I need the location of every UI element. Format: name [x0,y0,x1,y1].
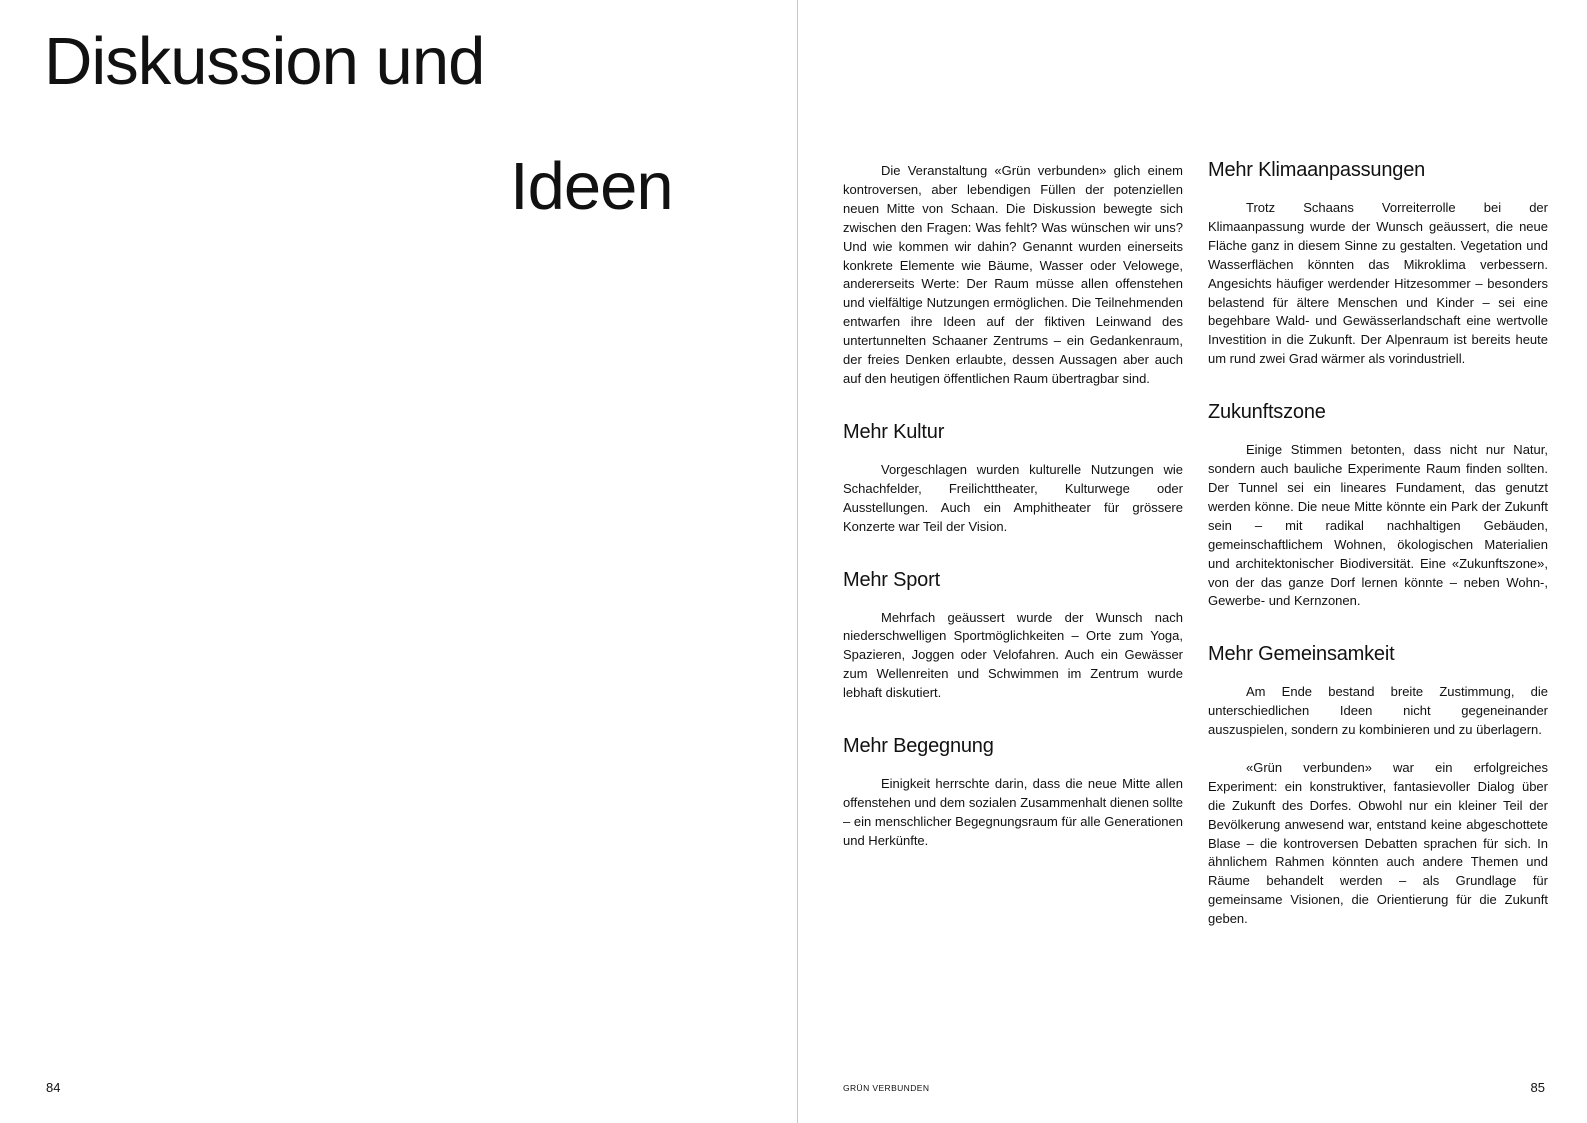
intro-paragraph: Die Veranstaltung «Grün verbunden» glich einem kontroversen, aber lebendigen Füllen der potenziellen neuen Mitte von Schaan. Die Diskussion bewegte sich zwischen den Fragen: Was fehlt? Was wünschen wir uns? Und wie kommen wir dahin? Genannt wurden einerseits konkrete Elemente wie Bäume, Wasser oder Velowege, andererseits Werte: Der Raum müsse allen offenstehen und vielfältige Nutzungen ermöglichen. Die Teilnehmenden entwarfen ihre Ideen auf der fiktiven Leinwand des untertunnelten Schaaner Zentrums – ein Gedankenraum, der freies Denken erlaubte, dessen Aussagen aber auch auf den heutigen öffentlichen Raum übertragbar sind. [843,163,1183,386]
section-paragraph-begegnung: Einigkeit herrschte darin, dass die neue Mitte allen offenstehen und dem sozialen Zusammenhalt dienen sollte – ein menschlicher Begegnungsraum für alle Generationen und Herkünfte. [843,776,1183,848]
section-heading-begegnung: Mehr Begegnung [843,735,994,758]
section-heading-zukunftszone: Zukunftszone [1208,401,1326,424]
section-heading-gemeinsamkeit: Mehr Gemeinsamkeit [1208,643,1395,666]
page-number-right: 85 [1530,1080,1545,1095]
page-number-left: 84 [46,1080,61,1095]
page-title-line-2: Ideen [510,149,673,224]
section-paragraph-zukunftszone: Einige Stimmen betonten, dass nicht nur Natur, sondern auch bauliche Experimente Raum finden sollten. Der Tunnel sei ein lineares Fundament, das genutzt werden könne. Die neue Mitte könnte ein Park der Zukunft sein – mit radikal nachhaltigen Gebäuden, gemeinschaftlichem Wohnen, ökologischen Materialien und architektonischer Biodiversität. Eine «Zukunftszone», von der das ganze Dorf lernen könnte – neben Wohn-, Gewerbe- und Kernzonen. [1208,442,1548,609]
running-head: GRÜN VERBUNDEN [843,1083,930,1093]
section-heading-klimaanpassungen: Mehr Klimaanpassungen [1208,159,1426,181]
section-paragraph-gemeinsamkeit-1: Am Ende bestand breite Zustimmung, die unterschiedlichen Ideen nicht gegeneinander auszuspielen, sondern zu kombinieren und zu überlagern. [1208,684,1548,738]
book-gutter-divider [797,0,798,1123]
section-paragraph-kultur: Vorgeschlagen wurden kulturelle Nutzungen wie Schachfelder, Freilichttheater, Kulturwege oder Ausstellungen. Auch ein Amphitheater für grössere Konzerte war Teil der Vision. [843,461,1183,534]
page-title-line-1: Diskussion und [44,24,485,99]
section-paragraph-sport: Mehrfach geäussert wurde der Wunsch nach niederschwelligen Sportmöglichkeiten – Orte zum Yoga, Spazieren, Joggen oder Velofahren. Auch ein Gewässer zum Wellenreiten und Schwimmen im Zentrum wurde lebhaft diskutiert. [843,609,1183,701]
section-heading-sport: Mehr Sport [843,568,940,591]
section-heading-kultur: Mehr Kultur [843,420,945,443]
section-paragraph-klimaanpassungen: Trotz Schaans Vorreiterrolle bei der Klimaanpassung wurde der Wunsch geäussert, die neue Fläche ganz in diesem Sinne zu gestalten. Vegetation und Wasserflächen könnten das Mikroklima verbessern. Angesichts häufiger werdender Hitzesommer – besonders belastend für ältere Menschen und Kinder – sei eine begehbare Wald- und Gewässerlandschaft eine wertvolle Investition in die Zukunft. Der Alpenraum ist bereits heute um rund zwei Grad wärmer als vorindustriell. [1208,200,1548,367]
text-column-right [1208,157,1548,929]
text-column-left [843,162,1183,851]
section-paragraph-gemeinsamkeit-2: «Grün verbunden» war ein erfolgreiches Experiment: ein konstruktiver, fantasievoller Dialog über die Zukunft des Dorfes. Obwohl nur ein kleiner Teil der Bevölkerung anwesend war, entstand keine abgeschottete Blase – die kontroversen Debatten sprachen für sich. In ähnlichem Rahmen könnten auch andere Themen und Räume behandelt werden – als Grundlage für gemeinsame Visionen, die Orientierung für die Zukunft geben. [1208,759,1548,927]
